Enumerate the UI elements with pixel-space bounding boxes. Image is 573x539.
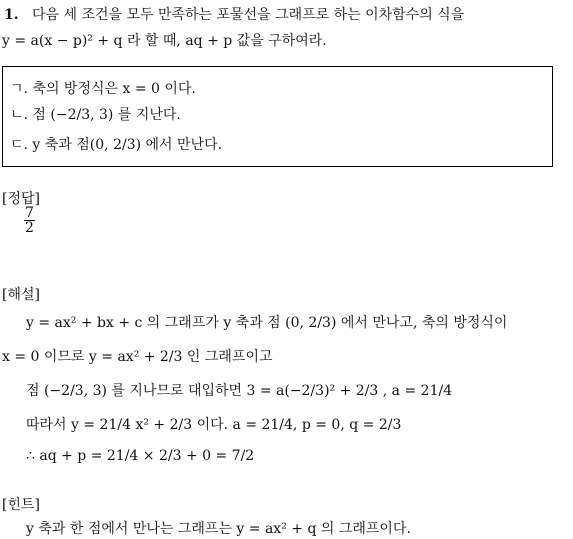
explanation-label: [해설] bbox=[2, 287, 40, 303]
problem-line-2: y = a(x − p)² + q 라 할 때, aq + p 값을 구하여라. bbox=[2, 33, 327, 49]
answer-label: [정답] bbox=[2, 191, 40, 207]
problem-number: 1. bbox=[4, 7, 19, 23]
condition-3: ㄷ. y 축과 점(0, 2/3) 에서 만난다. bbox=[10, 137, 223, 153]
problem-text-1: 다음 세 조건을 모두 만족하는 포물선을 그래프로 하는 이차함수의 식을 bbox=[31, 7, 465, 23]
explanation-line-2: x = 0 이므로 y = ax² + 2/3 인 그래프이고 bbox=[2, 349, 273, 365]
problem-line-1 bbox=[4, 4, 464, 24]
answer-numerator: 7 bbox=[25, 205, 34, 221]
explanation-line-3: 점 (−2/3, 3) 를 지나므로 대입하면 3 = a(−2/3)² + 2/3 , a = 21/4 bbox=[26, 383, 453, 399]
condition-2: ㄴ. 점 (−2/3, 3) 를 지난다. bbox=[10, 107, 181, 123]
explanation-line-5: ∴ aq + p = 21/4 × 2/3 + 0 = 7/2 bbox=[26, 448, 255, 464]
hint-text: y 축과 한 점에서 만나는 그래프는 y = ax² + q 의 그래프이다. bbox=[26, 521, 411, 537]
explanation-line-1: y = ax² + bx + c 의 그래프가 y 축과 점 (0, 2/3) 에서 만나고, 축의 방정식이 bbox=[26, 315, 508, 331]
explanation-line-4: 따라서 y = 21/4 x² + 2/3 이다. a = 21/4, p = 0, q = 2/3 bbox=[26, 417, 402, 433]
hint-label: [힌트] bbox=[2, 497, 40, 513]
condition-1: ㄱ. 축의 방정식은 x = 0 이다. bbox=[10, 81, 196, 97]
answer-value bbox=[24, 206, 35, 235]
answer-denominator: 2 bbox=[25, 220, 34, 236]
